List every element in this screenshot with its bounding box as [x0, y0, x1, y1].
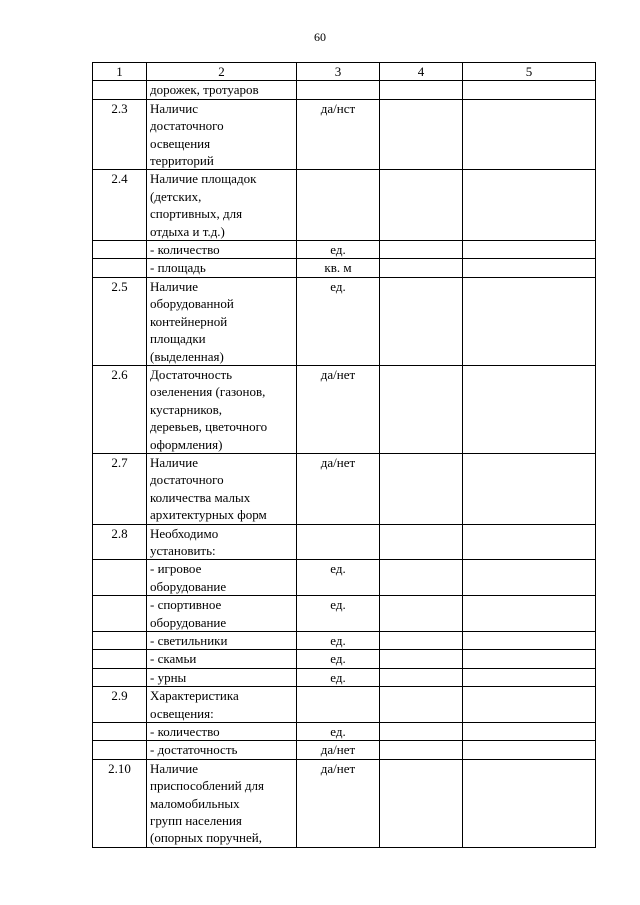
- unit-cell: [297, 170, 380, 241]
- description-line: оформления): [150, 436, 223, 452]
- description-line: архитектурных форм: [150, 507, 267, 523]
- empty-cell-col4: [380, 277, 463, 365]
- row-number-cell: 2.10: [93, 759, 147, 847]
- unit-cell: ед.: [297, 277, 380, 365]
- description-line: - игровое: [150, 561, 202, 577]
- table-row: [93, 596, 596, 632]
- description-line: освещения: [150, 135, 211, 151]
- description-line: оборудование: [150, 614, 227, 630]
- empty-cell-col4: [380, 632, 463, 650]
- empty-cell-col4: [380, 524, 463, 560]
- table-row: [93, 687, 596, 723]
- description-line: Наличие площадок: [150, 171, 257, 187]
- description-line: - количество: [150, 242, 220, 258]
- description-line: - количество: [150, 724, 220, 740]
- empty-cell-col4: [380, 741, 463, 759]
- description-line: - площадь: [150, 260, 206, 276]
- empty-cell-col4: [380, 759, 463, 847]
- empty-cell-col4: [380, 560, 463, 596]
- empty-cell-col5: [463, 277, 596, 365]
- table-row: [93, 632, 596, 650]
- description-cell: [147, 99, 297, 170]
- empty-cell-col5: [463, 632, 596, 650]
- table-header-row: [93, 63, 596, 81]
- empty-cell-col4: [380, 241, 463, 259]
- unit-cell: ед.: [297, 668, 380, 686]
- description-line: - светильники: [150, 633, 228, 648]
- column-header: 1: [93, 63, 147, 81]
- unit-cell: ед.: [297, 241, 380, 259]
- description-cell: [147, 453, 297, 524]
- table-row: [93, 241, 596, 259]
- description-cell: [147, 687, 297, 723]
- description-line: - достаточность: [150, 742, 238, 758]
- description-cell: [147, 596, 297, 632]
- description-line: достаточного: [150, 118, 224, 134]
- row-number-cell: [93, 81, 147, 99]
- unit-cell: ед.: [297, 723, 380, 741]
- empty-cell-col5: [463, 560, 596, 596]
- empty-cell-col5: [463, 365, 596, 453]
- unit-cell: ед.: [297, 632, 380, 650]
- empty-cell-col4: [380, 170, 463, 241]
- description-line: (опорных поручней,: [150, 830, 262, 846]
- empty-cell-col5: [463, 524, 596, 560]
- empty-cell-col5: [463, 259, 596, 277]
- description-line: - скамьи: [150, 651, 197, 667]
- row-number-cell: 2.5: [93, 277, 147, 365]
- description-cell: [147, 741, 297, 759]
- empty-cell-col4: [380, 453, 463, 524]
- unit-cell: да/нет: [297, 453, 380, 524]
- column-header: 5: [463, 63, 596, 81]
- description-line: маломобильных: [150, 795, 240, 811]
- unit-cell: да/нет: [297, 365, 380, 453]
- table-row: [93, 524, 596, 560]
- empty-cell-col4: [380, 596, 463, 632]
- description-line: территорий: [150, 153, 214, 169]
- empty-cell-col4: [380, 259, 463, 277]
- description-cell: [147, 668, 297, 686]
- row-number-cell: [93, 596, 147, 632]
- empty-cell-col4: [380, 650, 463, 668]
- row-number-cell: 2.7: [93, 453, 147, 524]
- table-row: [93, 277, 596, 365]
- description-line: контейнерной: [150, 313, 228, 329]
- description-line: - спортивное: [150, 597, 222, 613]
- row-number-cell: [93, 723, 147, 741]
- table-row: [93, 81, 596, 99]
- description-line: озеленения (газонов,: [150, 384, 266, 400]
- table-row: [93, 99, 596, 170]
- empty-cell-col5: [463, 723, 596, 741]
- row-number-cell: 2.4: [93, 170, 147, 241]
- row-number-cell: [93, 668, 147, 686]
- unit-cell: да/нет: [297, 759, 380, 847]
- row-number-cell: [93, 632, 147, 650]
- empty-cell-col4: [380, 723, 463, 741]
- unit-cell: [297, 687, 380, 723]
- description-cell: [147, 170, 297, 241]
- row-number-cell: [93, 259, 147, 277]
- table-row: [93, 723, 596, 741]
- unit-cell: [297, 81, 380, 99]
- row-number-cell: 2.3: [93, 99, 147, 170]
- description-line: установить:: [150, 542, 216, 558]
- description-line: - урны: [150, 669, 187, 685]
- empty-cell-col4: [380, 81, 463, 99]
- description-line: освещения:: [150, 705, 214, 721]
- empty-cell-col4: [380, 365, 463, 453]
- table-row: [93, 560, 596, 596]
- description-line: оборудование: [150, 578, 227, 594]
- description-line: количества малых: [150, 489, 251, 505]
- description-cell: [147, 524, 297, 560]
- empty-cell-col4: [380, 99, 463, 170]
- description-line: Характеристика: [150, 688, 239, 704]
- description-line: приспособлений для: [150, 778, 264, 794]
- unit-cell: ед.: [297, 596, 380, 632]
- table-row: [93, 170, 596, 241]
- row-number-cell: [93, 241, 147, 259]
- data-table: [92, 62, 596, 848]
- row-number-cell: [93, 741, 147, 759]
- row-number-cell: [93, 560, 147, 596]
- description-line: спортивных, для: [150, 206, 243, 222]
- empty-cell-col4: [380, 668, 463, 686]
- description-line: Достаточность: [150, 366, 233, 382]
- description-line: Наличие: [150, 278, 198, 294]
- empty-cell-col5: [463, 687, 596, 723]
- unit-cell: ед.: [297, 560, 380, 596]
- description-cell: [147, 723, 297, 741]
- description-cell: [147, 365, 297, 453]
- description-cell: [147, 241, 297, 259]
- empty-cell-col5: [463, 99, 596, 170]
- column-header: 3: [297, 63, 380, 81]
- description-line: площадки: [150, 331, 206, 347]
- row-number-cell: 2.8: [93, 524, 147, 560]
- unit-cell: ед.: [297, 650, 380, 668]
- description-line: Наличис: [150, 100, 198, 116]
- description-line: групп населения: [150, 813, 242, 829]
- description-line: Наличие: [150, 760, 198, 776]
- empty-cell-col5: [463, 596, 596, 632]
- unit-cell: кв. м: [297, 259, 380, 277]
- column-header: 2: [147, 63, 297, 81]
- description-cell: [147, 81, 297, 99]
- description-cell: [147, 650, 297, 668]
- empty-cell-col4: [380, 687, 463, 723]
- row-number-cell: [93, 650, 147, 668]
- row-number-cell: 2.9: [93, 687, 147, 723]
- table-row: [93, 741, 596, 759]
- empty-cell-col5: [463, 81, 596, 99]
- empty-cell-col5: [463, 650, 596, 668]
- description-cell: [147, 259, 297, 277]
- description-line: (выделенная): [150, 348, 224, 364]
- table-row: [93, 365, 596, 453]
- empty-cell-col5: [463, 453, 596, 524]
- description-line: достаточного: [150, 472, 224, 488]
- unit-cell: да/нет: [297, 741, 380, 759]
- table-row: [93, 650, 596, 668]
- description-cell: [147, 560, 297, 596]
- description-line: дорожек, тротуаров: [150, 82, 259, 98]
- description-line: кустарников,: [150, 401, 222, 417]
- description-line: Необходимо: [150, 525, 219, 541]
- description-line: Наличие: [150, 454, 198, 470]
- table-row: [93, 668, 596, 686]
- description-cell: [147, 277, 297, 365]
- table-row: [93, 453, 596, 524]
- empty-cell-col5: [463, 668, 596, 686]
- empty-cell-col5: [463, 241, 596, 259]
- page-number: 60: [314, 30, 326, 44]
- unit-cell: да/нст: [297, 99, 380, 170]
- row-number-cell: 2.6: [93, 365, 147, 453]
- column-header: 4: [380, 63, 463, 81]
- description-cell: [147, 632, 297, 650]
- description-cell: [147, 759, 297, 847]
- unit-cell: [297, 524, 380, 560]
- table-row: [93, 259, 596, 277]
- empty-cell-col5: [463, 741, 596, 759]
- description-line: оборудованной: [150, 296, 234, 312]
- empty-cell-col5: [463, 170, 596, 241]
- description-line: деревьев, цветочного: [150, 419, 268, 435]
- description-line: отдыха и т.д.): [150, 223, 225, 239]
- description-line: (детских,: [150, 188, 202, 204]
- empty-cell-col5: [463, 759, 596, 847]
- table-row: [93, 759, 596, 847]
